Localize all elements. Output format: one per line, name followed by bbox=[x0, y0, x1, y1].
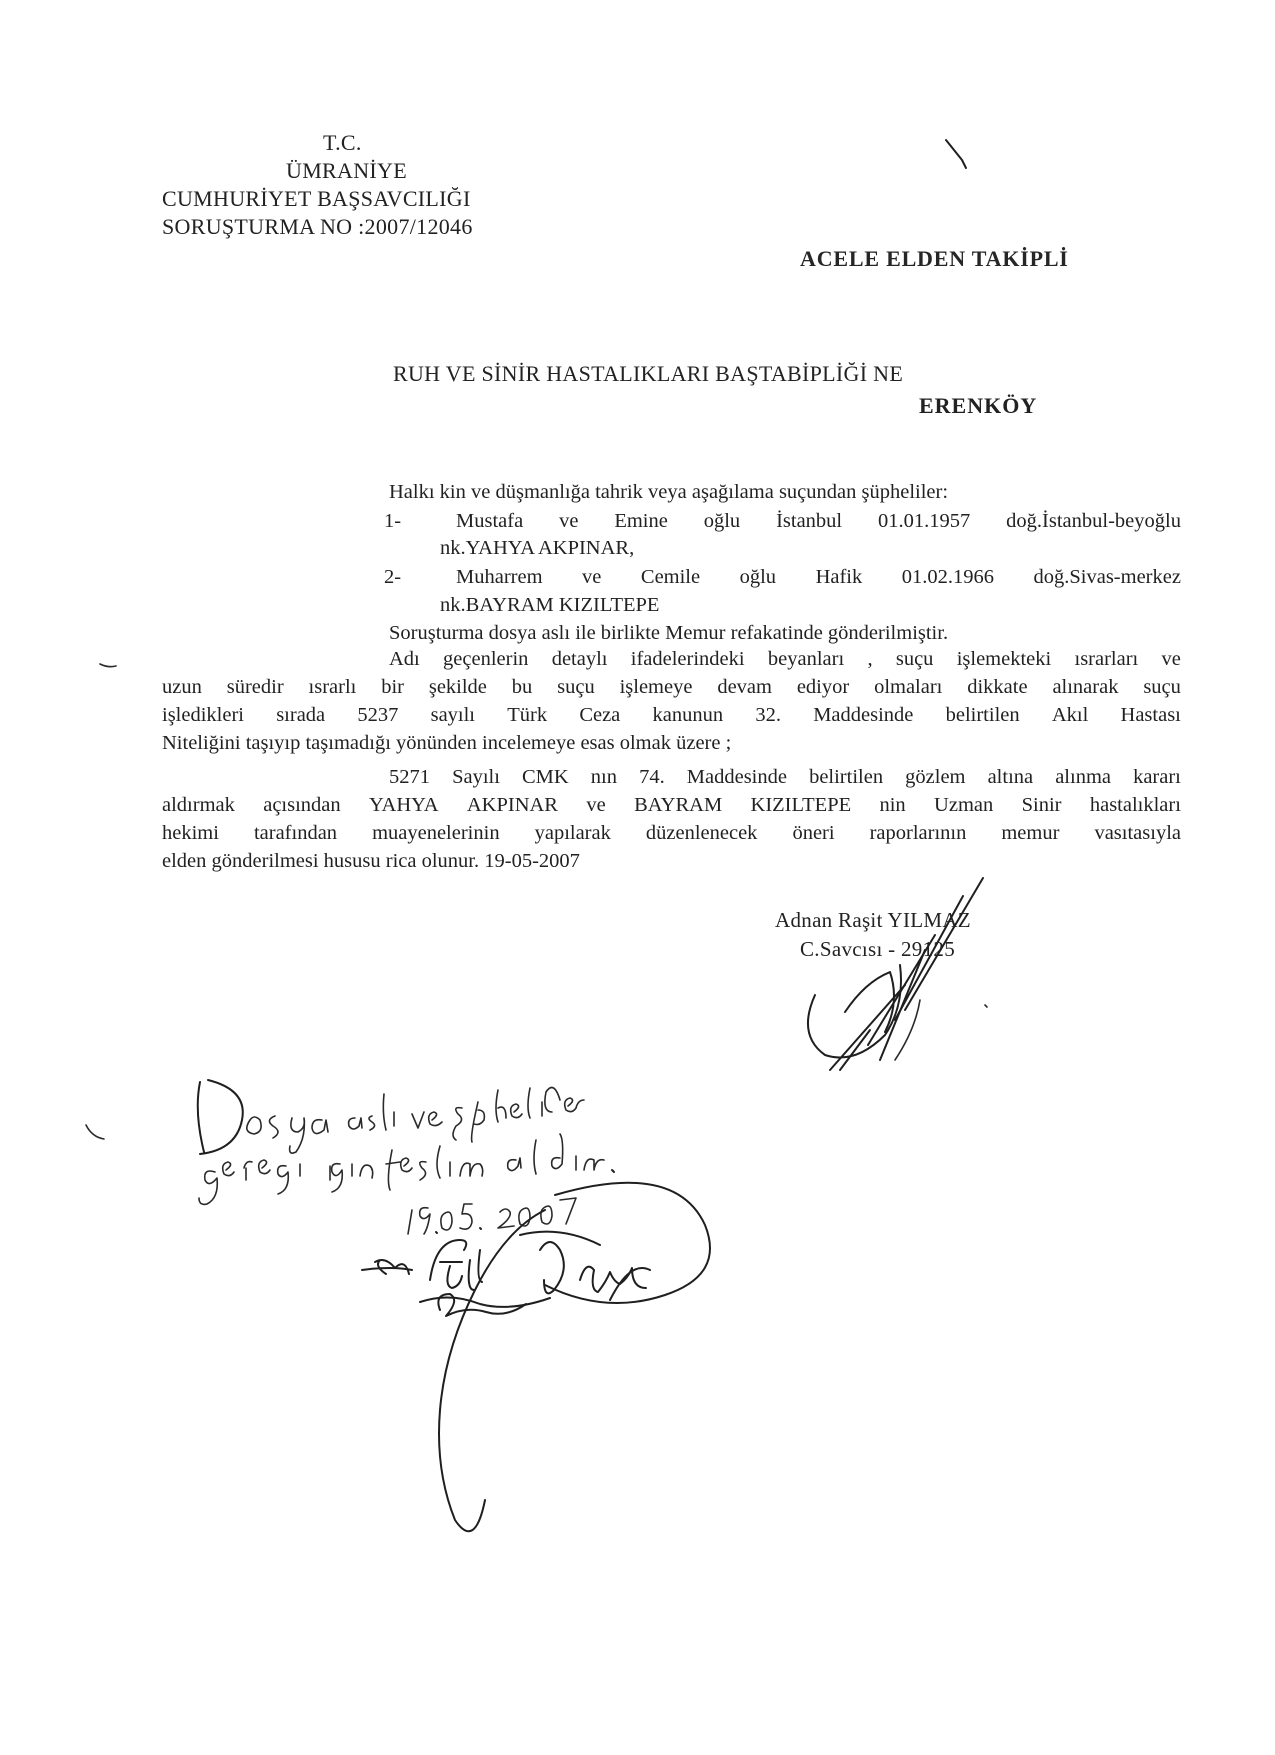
word: yapılarak bbox=[534, 822, 611, 844]
word: nın bbox=[590, 766, 617, 788]
word: KIZILTEPE bbox=[750, 794, 852, 816]
word: oğlu bbox=[739, 566, 777, 588]
word: muayenelerinin bbox=[372, 822, 500, 844]
header-tc: T.C. bbox=[323, 130, 362, 155]
word: açısından bbox=[263, 794, 341, 816]
word: sırada bbox=[276, 704, 326, 726]
word: belirtilen bbox=[945, 704, 1020, 726]
word: ifadelerindeki bbox=[630, 648, 745, 670]
word: geçenlerin bbox=[443, 648, 529, 670]
word: öneri bbox=[792, 822, 835, 844]
paragraph-2-line-4: elden gönderilmesi hususu rica olunur. 19-05-2007 bbox=[162, 850, 580, 872]
word: işledikleri bbox=[162, 704, 244, 726]
punch-mark bbox=[100, 664, 116, 667]
word: ediyor bbox=[796, 676, 850, 698]
word: 5237 bbox=[357, 704, 399, 726]
word: suçu bbox=[557, 676, 595, 698]
word: kararı bbox=[1133, 766, 1181, 788]
handwritten-note-image bbox=[198, 1080, 710, 1531]
word: raporlarının bbox=[869, 822, 967, 844]
scan-mark bbox=[946, 140, 966, 168]
header-city: ÜMRANİYE bbox=[286, 158, 407, 183]
word: 5271 bbox=[389, 766, 430, 788]
word: Sinir bbox=[1021, 794, 1062, 816]
word: altına bbox=[987, 766, 1034, 788]
word: ve bbox=[559, 510, 579, 532]
word: devam bbox=[717, 676, 772, 698]
word: suçu bbox=[1143, 676, 1181, 698]
word: bir bbox=[381, 676, 404, 698]
word: sayılı bbox=[430, 704, 476, 726]
word: vasıtasıyla bbox=[1094, 822, 1181, 844]
suspect-1-number: 1- bbox=[384, 510, 402, 532]
word: ısrarlı bbox=[308, 676, 357, 698]
word: hastalıkları bbox=[1089, 794, 1181, 816]
paragraph-1-line-4: Niteliğini taşıyıp taşımadığı yönünden incelemeye esas olmak üzere ; bbox=[162, 732, 732, 754]
word: ve bbox=[582, 566, 602, 588]
word: 74. bbox=[639, 766, 665, 788]
word: CMK bbox=[522, 766, 569, 788]
sent-line: Soruşturma dosya aslı ile birlikte Memur refakatinde gönderilmiştir. bbox=[389, 622, 949, 644]
urgent-label: ACELE ELDEN TAKİPLİ bbox=[800, 246, 1069, 271]
word: hekimi bbox=[162, 822, 219, 844]
signatory-name: Adnan Raşit YILMAZ bbox=[775, 908, 971, 932]
word: düzenlenecek bbox=[645, 822, 758, 844]
word: dikkate bbox=[967, 676, 1028, 698]
word: ısrarları bbox=[1074, 648, 1139, 670]
word: aldırmak bbox=[162, 794, 235, 816]
word: doğ.Sivas-merkez bbox=[1033, 566, 1181, 588]
suspect-1-name: nk.YAHYA AKPINAR, bbox=[440, 537, 635, 559]
header-office: CUMHURİYET BAŞSAVCILIĞI bbox=[162, 186, 471, 211]
signatory-title: C.Savcısı - 29125 bbox=[800, 937, 956, 961]
word: Emine bbox=[614, 510, 668, 532]
word: Maddesinde bbox=[686, 766, 787, 788]
word: alınma bbox=[1055, 766, 1111, 788]
word: AKPINAR bbox=[466, 794, 558, 816]
word: uzun bbox=[162, 676, 202, 698]
addressee-city: ERENKÖY bbox=[919, 393, 1038, 418]
word: Sayılı bbox=[452, 766, 500, 788]
addressee-name: RUH VE SİNİR HASTALIKLARI BAŞTABİPLİĞİ NE bbox=[393, 361, 904, 386]
word: Hafik bbox=[815, 566, 863, 588]
word: Adı bbox=[389, 648, 420, 670]
word: Uzman bbox=[934, 794, 994, 816]
intro-line: Halkı kin ve düşmanlığa tahrik veya aşağılama suçundan şüpheliler: bbox=[389, 481, 949, 503]
punch-mark bbox=[86, 1125, 104, 1139]
scan-mark bbox=[985, 1005, 987, 1007]
word: şekilde bbox=[428, 676, 487, 698]
word: belirtilen bbox=[809, 766, 884, 788]
word: tarafından bbox=[253, 822, 338, 844]
header-case-number: SORUŞTURMA NO :2007/12046 bbox=[162, 214, 473, 239]
word: Cemile bbox=[640, 566, 701, 588]
word: süredir bbox=[226, 676, 284, 698]
prosecutor-signature-image bbox=[808, 878, 983, 1070]
word: Hastası bbox=[1120, 704, 1181, 726]
word: Akıl bbox=[1051, 704, 1089, 726]
word: ve bbox=[1161, 648, 1181, 670]
word: ve bbox=[586, 794, 606, 816]
word: 32. bbox=[755, 704, 781, 726]
word: gözlem bbox=[905, 766, 966, 788]
word: kanunun bbox=[652, 704, 724, 726]
word: Muharrem bbox=[456, 566, 543, 588]
suspect-2-name: nk.BAYRAM KIZILTEPE bbox=[440, 594, 660, 616]
word: İstanbul bbox=[776, 510, 843, 532]
word: bu bbox=[511, 676, 533, 698]
word: Mustafa bbox=[456, 510, 524, 532]
suspect-2-number: 2- bbox=[384, 566, 402, 588]
word: memur bbox=[1001, 822, 1060, 844]
word: detaylı bbox=[551, 648, 608, 670]
word: Maddesinde bbox=[813, 704, 914, 726]
word: işlemeye bbox=[619, 676, 693, 698]
word: oğlu bbox=[703, 510, 741, 532]
word: nin bbox=[879, 794, 906, 816]
word: işlemekteki bbox=[956, 648, 1052, 670]
word: 01.02.1966 bbox=[901, 566, 994, 588]
word: BAYRAM bbox=[634, 794, 723, 816]
word: Türk bbox=[507, 704, 548, 726]
word: olmaları bbox=[874, 676, 943, 698]
word: suçu bbox=[895, 648, 934, 670]
word: YAHYA bbox=[369, 794, 439, 816]
word: beyanları bbox=[767, 648, 845, 670]
word: 01.01.1957 bbox=[878, 510, 971, 532]
word: alınarak bbox=[1052, 676, 1119, 698]
word: doğ.İstanbul-beyoğlu bbox=[1006, 510, 1181, 532]
word: , bbox=[867, 648, 873, 670]
word: Ceza bbox=[579, 704, 621, 726]
